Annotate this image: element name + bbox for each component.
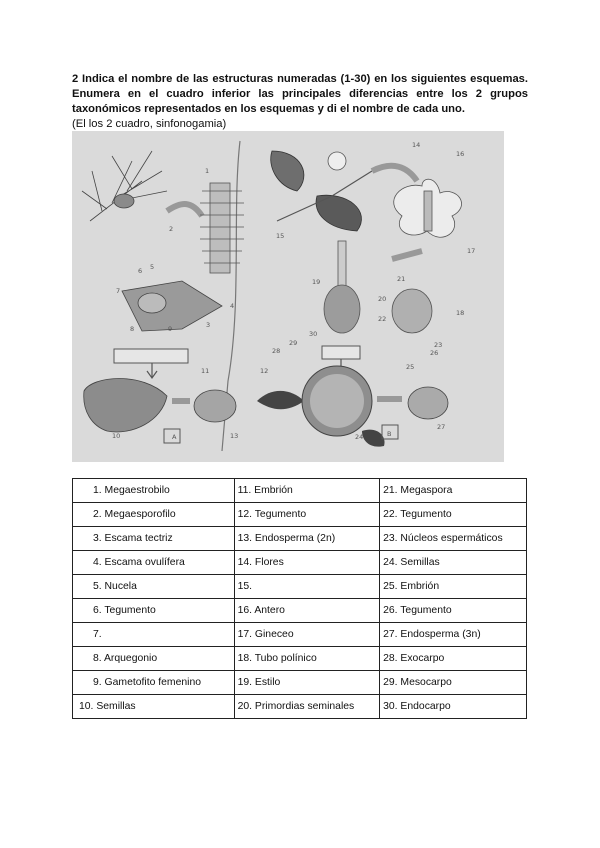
table-cell: 10. Semillas bbox=[73, 695, 235, 719]
table-cell: 27. Endosperma (3n) bbox=[380, 623, 527, 647]
diagram-number-label: 25 bbox=[406, 363, 415, 371]
diagram-number-label: 22 bbox=[378, 315, 387, 323]
diagram-number-label: 23 bbox=[434, 341, 443, 349]
diagram-number-label: 1 bbox=[205, 167, 210, 175]
diagram-number-label: 20 bbox=[378, 295, 387, 303]
diagram-number-label: 29 bbox=[289, 339, 298, 347]
diagram-number-label: 11 bbox=[201, 367, 210, 375]
diagram-number-label: 5 bbox=[150, 263, 155, 271]
table-cell: 3. Escama tectriz bbox=[73, 527, 235, 551]
diagram-number-label: 7 bbox=[116, 287, 121, 295]
diagram-number-label: 12 bbox=[260, 367, 269, 375]
diagram-illustration bbox=[72, 131, 504, 462]
table-cell: 1. Megaestrobilo bbox=[73, 479, 235, 503]
table-cell: 29. Mesocarpo bbox=[380, 671, 527, 695]
diagram-number-label: 6 bbox=[138, 267, 143, 275]
table-cell: 16. Antero bbox=[234, 599, 380, 623]
diagram-number-label: 8 bbox=[130, 325, 135, 333]
diagram-number-label: 15 bbox=[276, 232, 285, 240]
table-cell: 26. Tegumento bbox=[380, 599, 527, 623]
table-cell: 22. Tegumento bbox=[380, 503, 527, 527]
table-cell: 8. Arquegonio bbox=[73, 647, 235, 671]
diagram-number-label: 10 bbox=[112, 432, 121, 440]
ovule-drawing bbox=[392, 289, 432, 333]
botany-diagram bbox=[72, 131, 504, 462]
table-cell: 30. Endocarpo bbox=[380, 695, 527, 719]
diagram-number-label: 17 bbox=[467, 247, 476, 255]
table-row bbox=[73, 503, 527, 527]
table-cell: 19. Estilo bbox=[234, 671, 380, 695]
table-cell: 28. Exocarpo bbox=[380, 647, 527, 671]
diagram-number-label: 19 bbox=[312, 278, 321, 286]
diagram-number-label: 9 bbox=[168, 325, 173, 333]
diagram-number-label: 4 bbox=[230, 302, 235, 310]
table-row bbox=[73, 479, 527, 503]
answer-box-a bbox=[114, 349, 188, 363]
table-cell: 13. Endosperma (2n) bbox=[234, 527, 380, 551]
table-row bbox=[73, 647, 527, 671]
table-row bbox=[73, 527, 527, 551]
answers-table bbox=[72, 478, 527, 719]
diagram-number-label: 21 bbox=[397, 275, 406, 283]
table-row bbox=[73, 623, 527, 647]
diagram-number-label: 30 bbox=[309, 330, 318, 338]
question-text: 2 Indica el nombre de las estructuras numeradas (1-30) en los siguientes esquemas. Enumera en el cuadro inferior las principales diferencias entre los 2 grupos taxonómicos representados en los esquemas y di el nombre de cada uno. bbox=[72, 73, 528, 115]
diagram-number-label: 2 bbox=[169, 225, 174, 233]
table-cell: 12. Tegumento bbox=[234, 503, 380, 527]
table-cell: 23. Núcleos espermáticos bbox=[380, 527, 527, 551]
table-row bbox=[73, 599, 527, 623]
table-cell: 15. bbox=[234, 575, 380, 599]
diagram-number-label: 24 bbox=[355, 433, 364, 441]
table-cell: 24. Semillas bbox=[380, 551, 527, 575]
diagram-number-label: 18 bbox=[456, 309, 465, 317]
panel-a-label: A bbox=[172, 433, 177, 441]
question-note: (El los 2 cuadro, sinfonogamia) bbox=[72, 118, 227, 130]
diagram-number-label: 3 bbox=[206, 321, 211, 329]
table-row bbox=[73, 551, 527, 575]
table-cell: 25. Embrión bbox=[380, 575, 527, 599]
diagram-number-label: 16 bbox=[456, 150, 465, 158]
table-cell: 17. Gineceo bbox=[234, 623, 380, 647]
embryo-drawing bbox=[194, 390, 236, 422]
table-row bbox=[73, 671, 527, 695]
seed-b-drawing bbox=[408, 387, 448, 419]
table-row bbox=[73, 575, 527, 599]
table-cell: 6. Tegumento bbox=[73, 599, 235, 623]
diagram-number-label: 26 bbox=[430, 349, 439, 357]
table-cell: 2. Megaesporofilo bbox=[73, 503, 235, 527]
diagram-number-label: 28 bbox=[272, 347, 281, 355]
table-cell: 9. Gametofito femenino bbox=[73, 671, 235, 695]
table-cell: 7. bbox=[73, 623, 235, 647]
answer-box-b bbox=[322, 346, 360, 359]
table-cell: 20. Primordias seminales bbox=[234, 695, 380, 719]
instructions bbox=[72, 72, 528, 132]
table-cell: 21. Megaspora bbox=[380, 479, 527, 503]
table-cell: 14. Flores bbox=[234, 551, 380, 575]
table-cell: 18. Tubo polínico bbox=[234, 647, 380, 671]
table-cell: 4. Escama ovulífera bbox=[73, 551, 235, 575]
diagram-number-label: 14 bbox=[412, 141, 421, 149]
table-cell: 5. Nucela bbox=[73, 575, 235, 599]
table-row bbox=[73, 695, 527, 719]
panel-b-label: B bbox=[387, 430, 392, 438]
table-cell: 11. Embrión bbox=[234, 479, 380, 503]
diagram-number-label: 27 bbox=[437, 423, 446, 431]
diagram-number-label: 13 bbox=[230, 432, 239, 440]
